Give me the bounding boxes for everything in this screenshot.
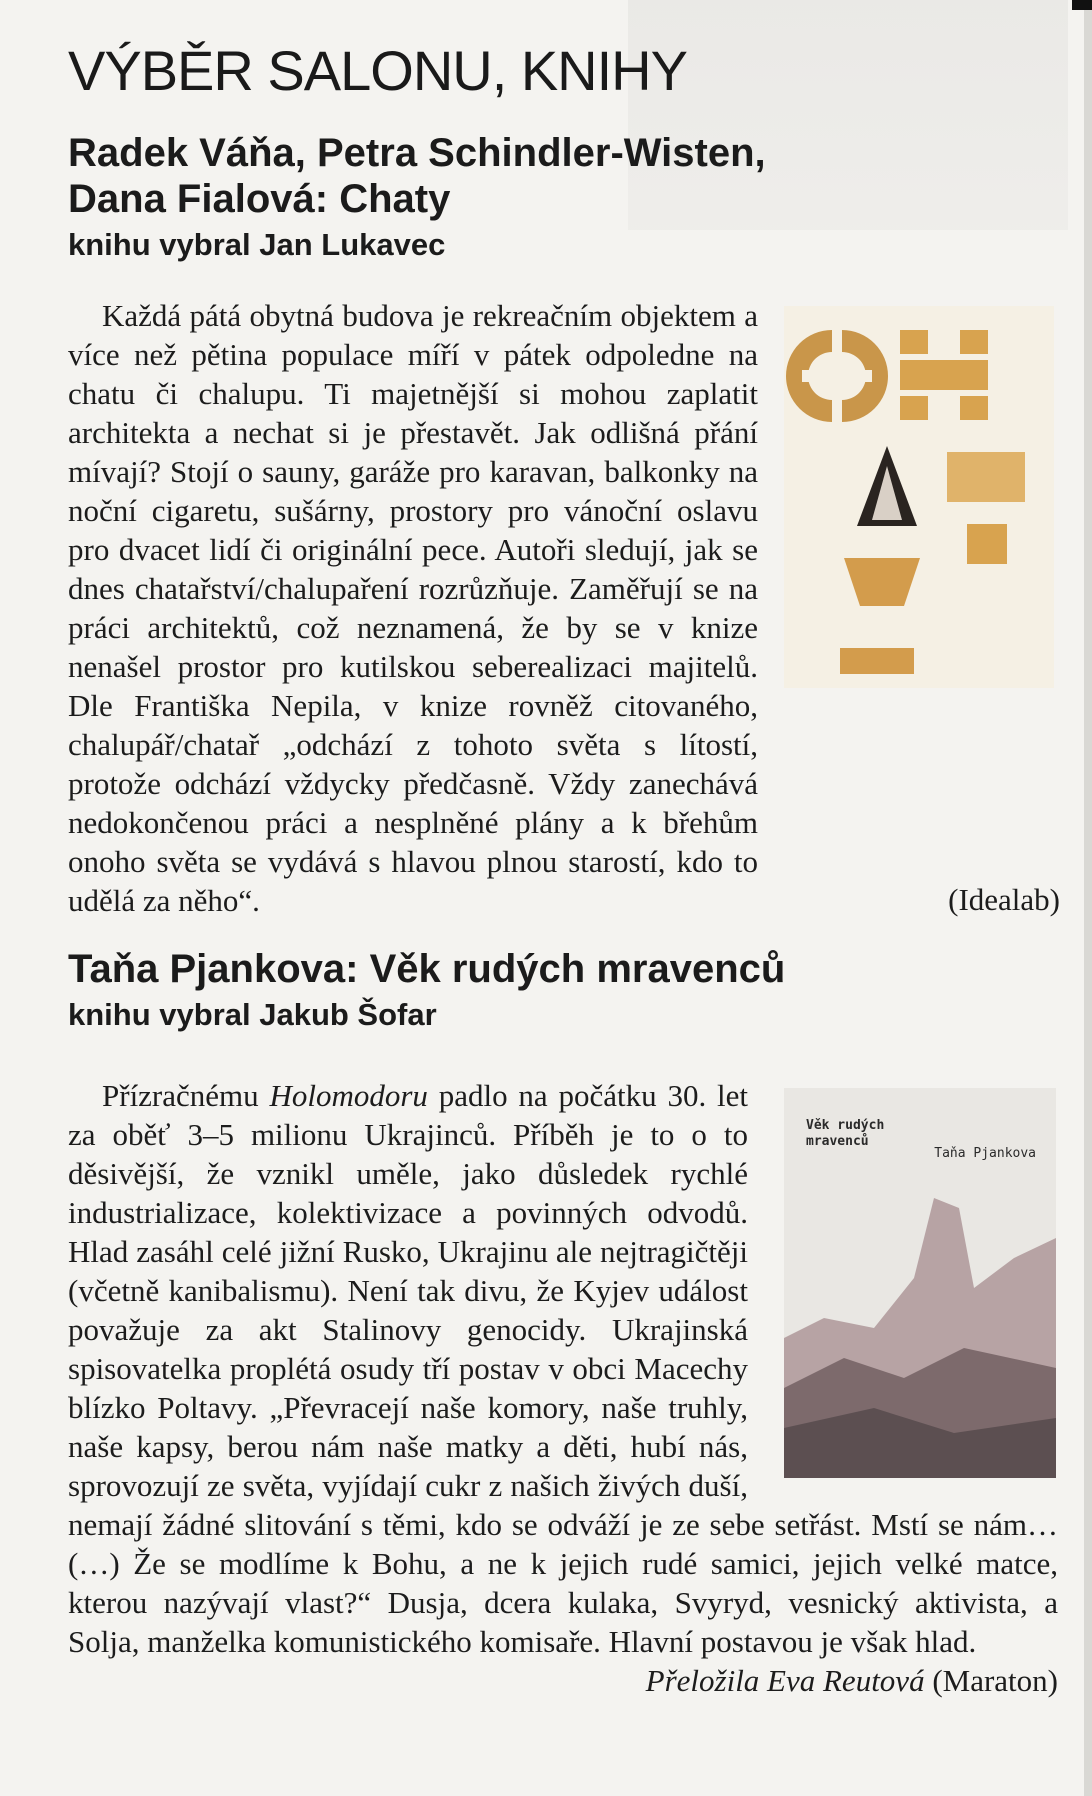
cover2-title-line1: Věk rudých — [806, 1118, 885, 1133]
review2-italic: Holomodoru — [269, 1078, 428, 1113]
cover2-title-line2: mravenců — [806, 1134, 869, 1149]
review1-publisher: (Idealab) — [948, 882, 1060, 917]
review2-text-start: Přízračnému — [102, 1078, 270, 1113]
cover2-text-wrap — [748, 1076, 1058, 1486]
review2-selector: knihu vybral Jakub Šofar — [68, 997, 437, 1032]
review1-selector: knihu vybral Jan Lukavec — [68, 227, 446, 262]
review2-publisher: (Maraton) — [932, 1663, 1058, 1698]
bleed-through — [628, 0, 1068, 230]
review1-body — [68, 296, 758, 920]
review1-title-line2: Dana Fialová: Chaty — [68, 177, 451, 221]
review1-text: Každá pátá obytná budova je rekreačním objektem a více než pětina populace míří v pátek odpoledne na chatu či chalupu. Ti majetnější si mohou zaplatit architekta a nechat si je přestavět. Jak odlišná přání mívají? Stojí o sauny, garáže pro karavan, balkonky na noční cigaretu, sušárny, prostory pro vánoční oslavu pro dvacet lidí či originální pece. Autoři sledují, jak se dnes chatařství/chalupaření rozrůzňuje. Zaměřují se na práci architektů, což neznamená, že by se v knize nenašel prostor pro kutilskou seberealizaci majitelů. Dle Františka Nepila, v knize rovněž citovaného, chalupář/chatař „odchází z tohoto světa s lítostí, protože odchází vždycky předčasně. Vždy zanechává nedokončenou práci a nesplněné plány a k břehům onoho světa se vydává s hlavou plnou starostí, kdo to udělá za něho“. — [68, 298, 758, 918]
review2-translator: Přeložila Eva Reutová — [645, 1663, 925, 1698]
chaty-cover-graphic — [784, 306, 1054, 688]
cover2-author: Taňa Pjankova — [934, 1146, 1036, 1161]
review2-title: Taňa Pjankova: Věk rudých mravenců — [68, 947, 786, 991]
review2-text-rest: padlo na počátku 30. let za oběť 3–5 milionu Ukrajinců. Příběh je to o to děsivější, že vznikl uměle, jako důsledek rychlé industrializace, kolektivizace a povinných odvodů. Hlad zasáhl celé jižní Rusko, Ukrajinu ale nejtragičtěji (včetně kanibalismu). Není tak divu, že Kyjev událost považuje za akt Stalinovy genocidy. Ukrajinská spisovatelka proplétá osudy tří postav v obci Macechy blízko Poltavy. „Převracejí naše komory, naše truhly, naše kapsy, berou nám naše matky a děti, hubí nás, sprovozují ze světa, vyjídají cukr z našich živých duší, nemají žádné slitování s těmi, kdo se odváží je ze sebe setřást. Mstí se nám… (…) Že se modlíme k Bohu, a ne k jejich rudé samici, jejich velké matce, kterou nazývají vlast?“ Dusja, dcera kulaka, Svyryd, vesnický aktivista, a Solja, manželka komunistického komisaře. Hlavní postavou je však hlad. — [68, 1078, 1058, 1659]
page-edge — [1084, 0, 1092, 1796]
review1-title-line1: Radek Váňa, Petra Schindler-Wisten, — [68, 131, 766, 175]
page-corner — [1072, 0, 1092, 10]
review2-text-block — [68, 1076, 1058, 1700]
section-title: VÝBĚR SALONU, KNIHY — [68, 39, 687, 102]
chaty-book-cover — [784, 306, 1054, 688]
review2-credit — [646, 1661, 1058, 1700]
